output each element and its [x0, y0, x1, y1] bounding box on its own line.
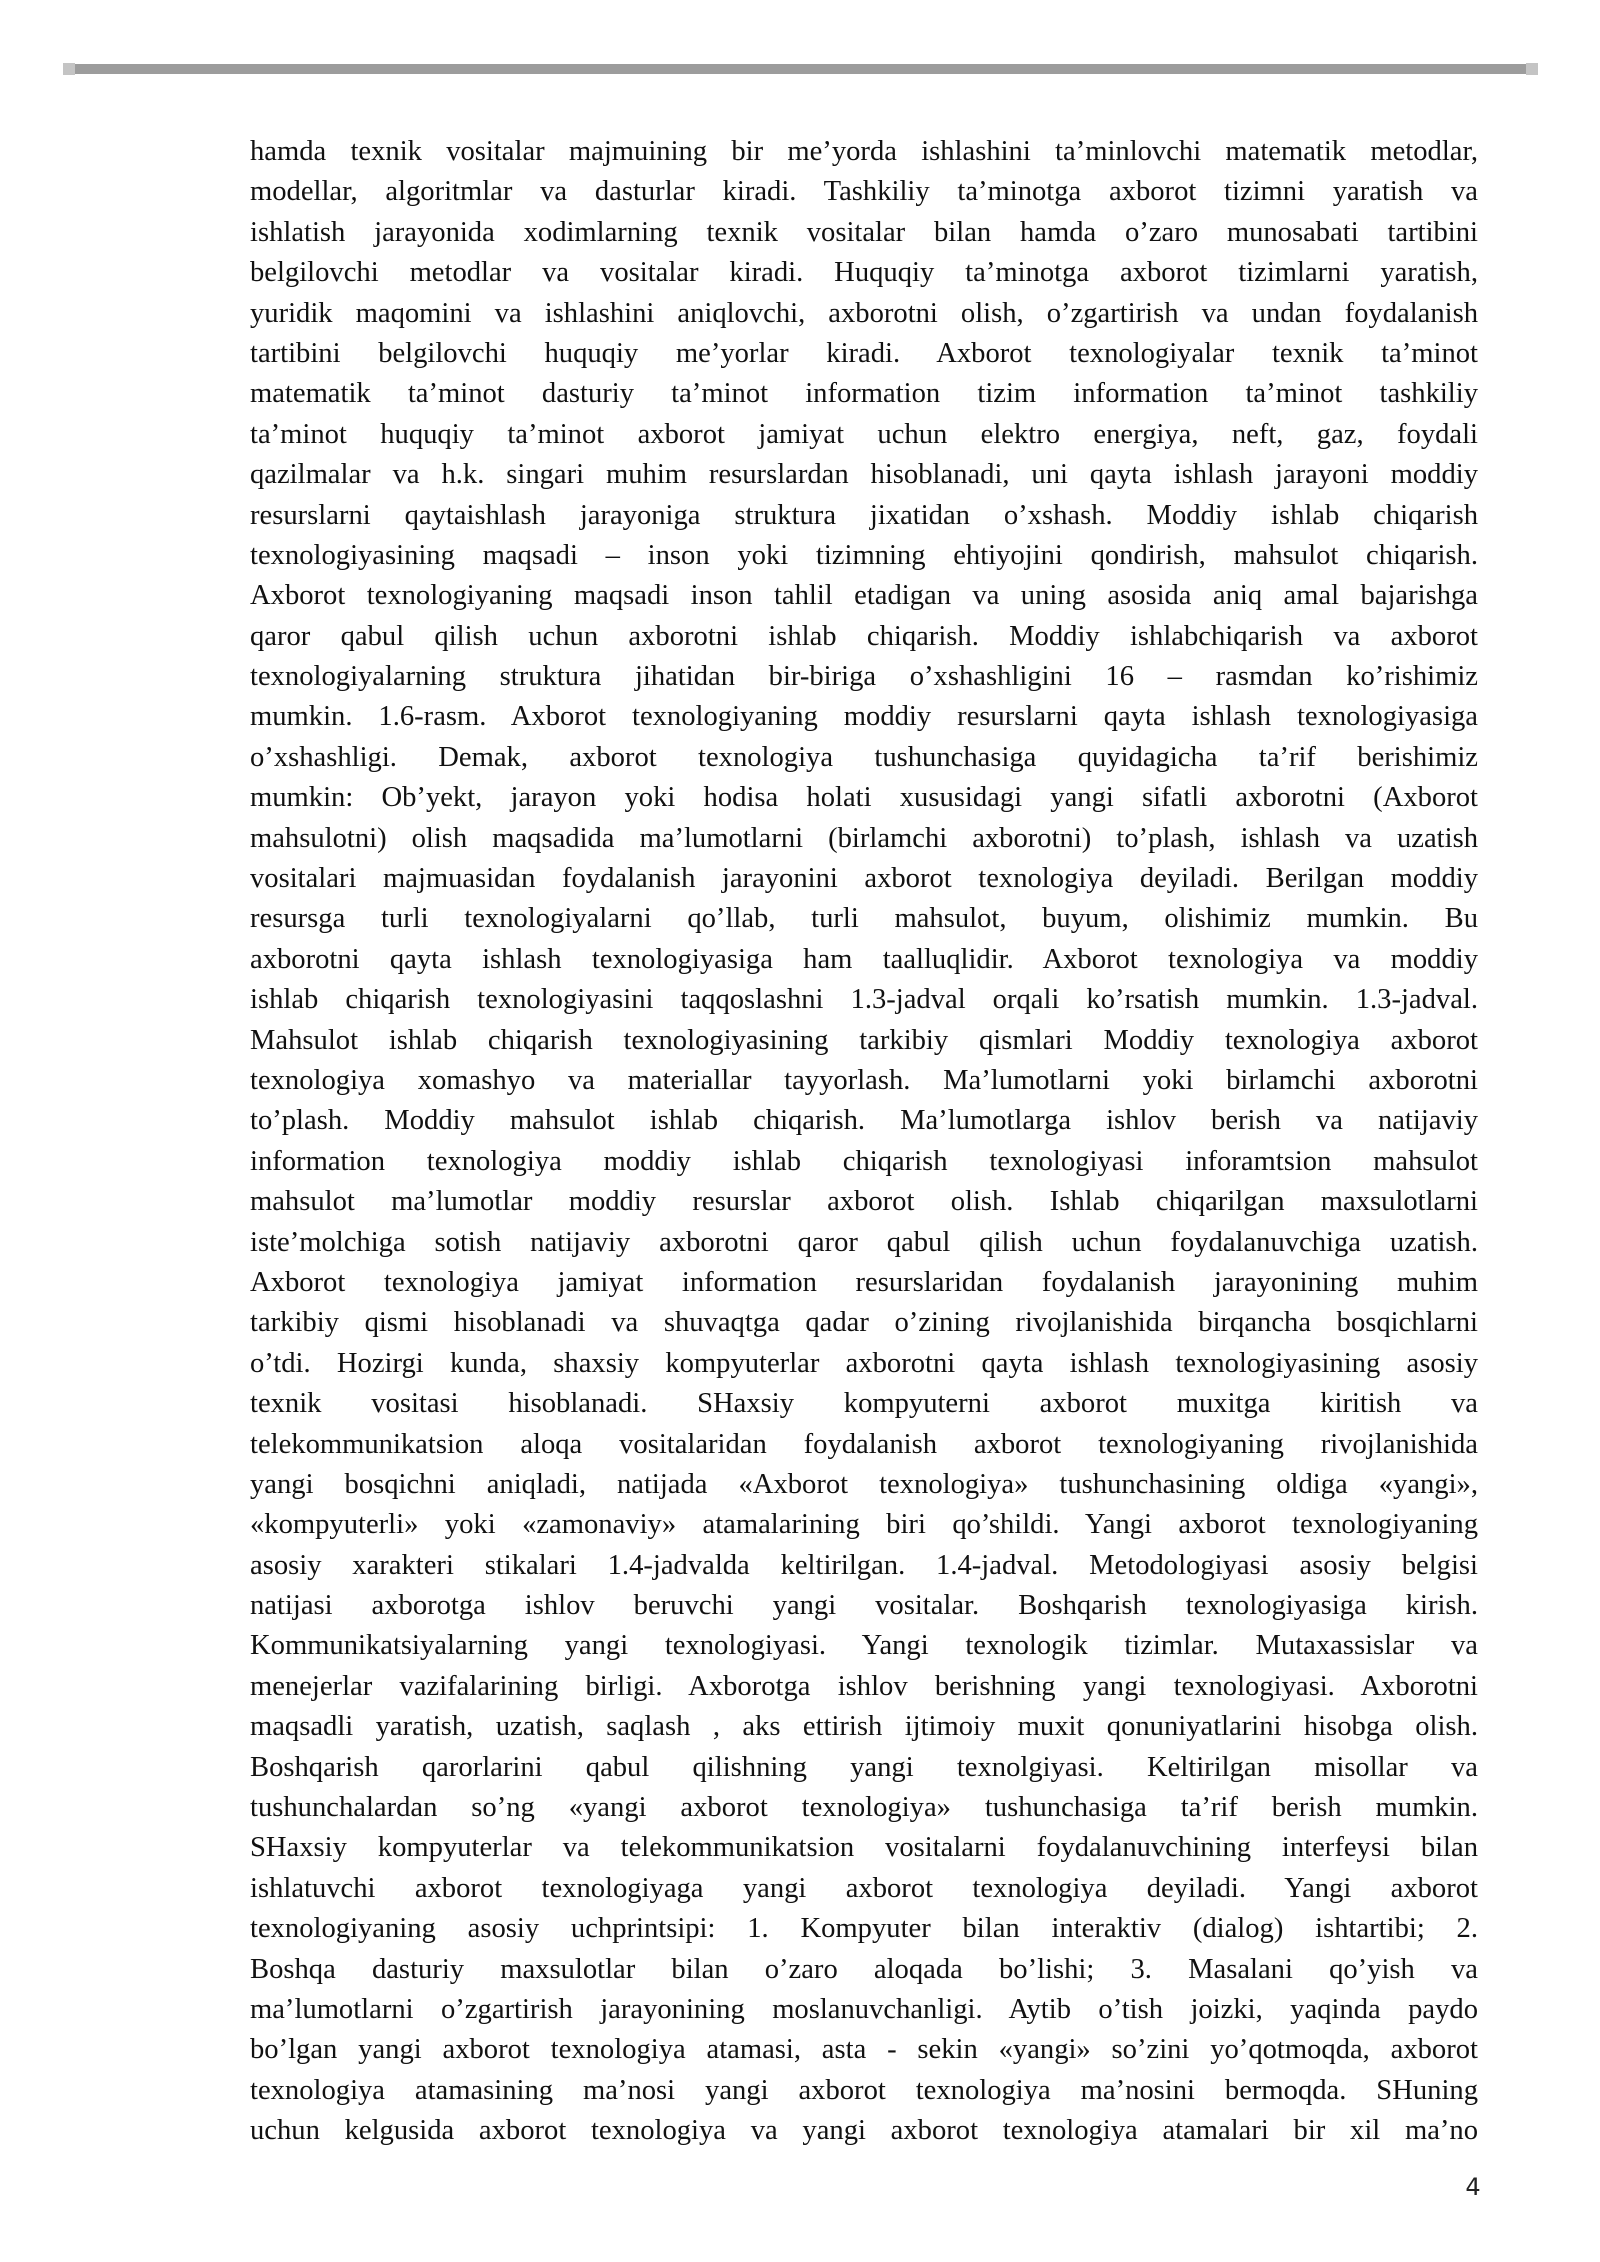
text-line: Kommunikatsiyalarning yangi texnologiyasi. Yangi texnologik tizimlar. Mutaxassislar va: [250, 1630, 1478, 1662]
text-line: Boshqa dasturiy maxsulotlar bilan o’zaro aloqada bo’lishi; 3. Masalani qo’yish va: [250, 1953, 1478, 1985]
text-line: natijasi axborotga ishlov beruvchi yangi vositalar. Boshqarish texnologiyasiga kirish.: [250, 1590, 1478, 1622]
text-line: belgilovchi metodlar va vositalar kiradi. Huquqiy ta’minotga axborot tizimlarni yaratish,: [250, 257, 1478, 289]
text-line: tartibini belgilovchi huquqiy me’yorlar kiradi. Axborot texnologiyalar texnik ta’minot: [250, 337, 1478, 369]
page-number: 4: [1465, 2173, 1481, 2201]
text-line: vositalari majmuasidan foydalanish jarayonini axborot texnologiya deyiladi. Berilgan moddiy: [250, 863, 1478, 895]
text-line: Axborot texnologiyaning maqsadi inson tahlil etadigan va uning asosida aniq amal bajarishga: [250, 580, 1478, 612]
text-line: tushunchalardan so’ng «yangi axborot texnologiya» tushunchasiga ta’rif berish mumkin.: [250, 1792, 1478, 1824]
text-line: modellar, algoritmlar va dasturlar kiradi. Tashkiliy ta’minotga axborot tizimni yaratish va: [250, 176, 1478, 208]
text-line: yuridik maqomini va ishlashini aniqlovchi, axborotni olish, o’zgartirish va undan foydalanish: [250, 297, 1478, 329]
text-line: Mahsulot ishlab chiqarish texnologiyasining tarkibiy qismlari Moddiy texnologiya axborot: [250, 1024, 1478, 1056]
text-line: uchun kelgusida axborot texnologiya va yangi axborot texnologiya atamalari bir xil ma’no: [250, 2115, 1478, 2147]
text-line: o’xshashligi. Demak, axborot texnologiya tushunchasiga quyidagicha ta’rif berishimiz: [250, 741, 1478, 773]
text-line: ishlatuvchi axborot texnologiyaga yangi axborot texnologiya deyiladi. Yangi axborot: [250, 1872, 1478, 1904]
text-line: menejerlar vazifalarining birligi. Axborotga ishlov berishning yangi texnologiyasi. Axborotni: [250, 1670, 1478, 1702]
text-line: mumkin. 1.6-rasm. Axborot texnologiyaning moddiy resurslarni qayta ishlash texnologiyasiga: [250, 701, 1478, 733]
page-corner-marker-left: [63, 63, 75, 75]
page-top-border: [63, 64, 1537, 74]
text-line: yangi bosqichni aniqladi, natijada «Axborot texnologiya» tushunchasining oldiga «yangi»,: [250, 1468, 1478, 1500]
page-corner-marker-right: [1526, 63, 1538, 75]
text-line: ishlab chiqarish texnologiyasini taqqoslashni 1.3-jadval orqali ko’rsatish mumkin. 1.3-jadval.: [250, 984, 1478, 1016]
text-line: asosiy xarakteri stikalari 1.4-jadvalda keltirilgan. 1.4-jadval. Metodologiyasi asosiy belgisi: [250, 1549, 1478, 1581]
text-line: resurslarni qaytaishlash jarayoniga struktura jixatidan o’xshash. Moddiy ishlab chiqarish: [250, 499, 1478, 531]
text-line: iste’molchiga sotish natijaviy axborotni qaror qabul qilish uchun foydalanuvchiga uzatish.: [250, 1226, 1478, 1258]
text-line: Axborot texnologiya jamiyat information resurslaridan foydalanish jarayonining muhim: [250, 1266, 1478, 1298]
text-line: ma’lumotlarni o’zgartirish jarayonining moslanuvchanligi. Aytib o’tish joizki, yaqinda paydo: [250, 1993, 1478, 2025]
text-line: texnik vositasi hisoblanadi. SHaxsiy kompyuterni axborot muxitga kiritish va: [250, 1388, 1478, 1420]
text-line: texnologiyaning asosiy uchprintsipi: 1. Kompyuter bilan interaktiv (dialog) ishtartibi; 2.: [250, 1913, 1478, 1945]
document-body-text: [250, 132, 1478, 2152]
text-line: «kompyuterli» yoki «zamonaviy» atamalarining biri qo’shildi. Yangi axborot texnologiyaning: [250, 1509, 1478, 1541]
text-line: SHaxsiy kompyuterlar va telekommunikatsion vositalarni foydalanuvchining interfeysi bilan: [250, 1832, 1478, 1864]
text-line: resursga turli texnologiyalarni qo’llab, turli mahsulot, buyum, olishimiz mumkin. Bu: [250, 903, 1478, 935]
text-line: texnologiyalarning struktura jihatidan bir-biriga o’xshashligini 16 – rasmdan ko’rishimiz: [250, 661, 1478, 693]
text-line: axborotni qayta ishlash texnologiyasiga ham taalluqlidir. Axborot texnologiya va moddiy: [250, 943, 1478, 975]
text-line: Boshqarish qarorlarini qabul qilishning yangi texnolgiyasi. Keltirilgan misollar va: [250, 1751, 1478, 1783]
text-line: texnologiyasining maqsadi – inson yoki tizimning ehtiyojini qondirish, mahsulot chiqarish.: [250, 539, 1478, 571]
text-line: hamda texnik vositalar majmuining bir me’yorda ishlashini ta’minlovchi matematik metodlar,: [250, 136, 1478, 167]
text-line: texnologiya xomashyo va materiallar tayyorlash. Ma’lumotlarni yoki birlamchi axborotni: [250, 1064, 1478, 1096]
text-line: maqsadli yaratish, uzatish, saqlash , aks ettirish ijtimoiy muxit qonuniyatlarini hisobga olish.: [250, 1711, 1478, 1743]
text-line: texnologiya atamasining ma’nosi yangi axborot texnologiya ma’nosini bermoqda. SHuning: [250, 2074, 1478, 2106]
text-line: information texnologiya moddiy ishlab chiqarish texnologiyasi inforamtsion mahsulot: [250, 1145, 1478, 1177]
text-line: tarkibiy qismi hisoblanadi va shuvaqtga qadar o’zining rivojlanishida birqancha bosqichlarni: [250, 1307, 1478, 1339]
text-line: mahsulot ma’lumotlar moddiy resurslar axborot olish. Ishlab chiqarilgan maxsulotlarni: [250, 1186, 1478, 1218]
text-line: telekommunikatsion aloqa vositalaridan foydalanish axborot texnologiyaning rivojlanishida: [250, 1428, 1478, 1460]
text-line: matematik ta’minot dasturiy ta’minot information tizim information ta’minot tashkiliy: [250, 378, 1478, 410]
text-line: ta’minot huquqiy ta’minot axborot jamiyat uchun elektro energiya, neft, gaz, foydali: [250, 418, 1478, 450]
text-line: o’tdi. Hozirgi kunda, shaxsiy kompyuterlar axborotni qayta ishlash texnologiyasining asosiy: [250, 1347, 1478, 1379]
text-line: to’plash. Moddiy mahsulot ishlab chiqarish. Ma’lumotlarga ishlov berish va natijaviy: [250, 1105, 1478, 1137]
text-line: mahsulotni) olish maqsadida ma’lumotlarni (birlamchi axborotni) to’plash, ishlash va uzatish: [250, 822, 1478, 854]
text-line: qazilmalar va h.k. singari muhim resurslardan hisoblanadi, uni qayta ishlash jarayoni moddiy: [250, 459, 1478, 491]
text-line: ishlatish jarayonida xodimlarning texnik vositalar bilan hamda o’zaro munosabati tartibini: [250, 216, 1478, 248]
text-line: mumkin: Ob’yekt, jarayon yoki hodisa holati xususidagi yangi sifatli axborotni (Axborot: [250, 782, 1478, 814]
text-line: qaror qabul qilish uchun axborotni ishlab chiqarish. Moddiy ishlabchiqarish va axborot: [250, 620, 1478, 652]
text-line: bo’lgan yangi axborot texnologiya atamasi, asta - sekin «yangi» so’zini yo’qotmoqda, axborot: [250, 2034, 1478, 2066]
